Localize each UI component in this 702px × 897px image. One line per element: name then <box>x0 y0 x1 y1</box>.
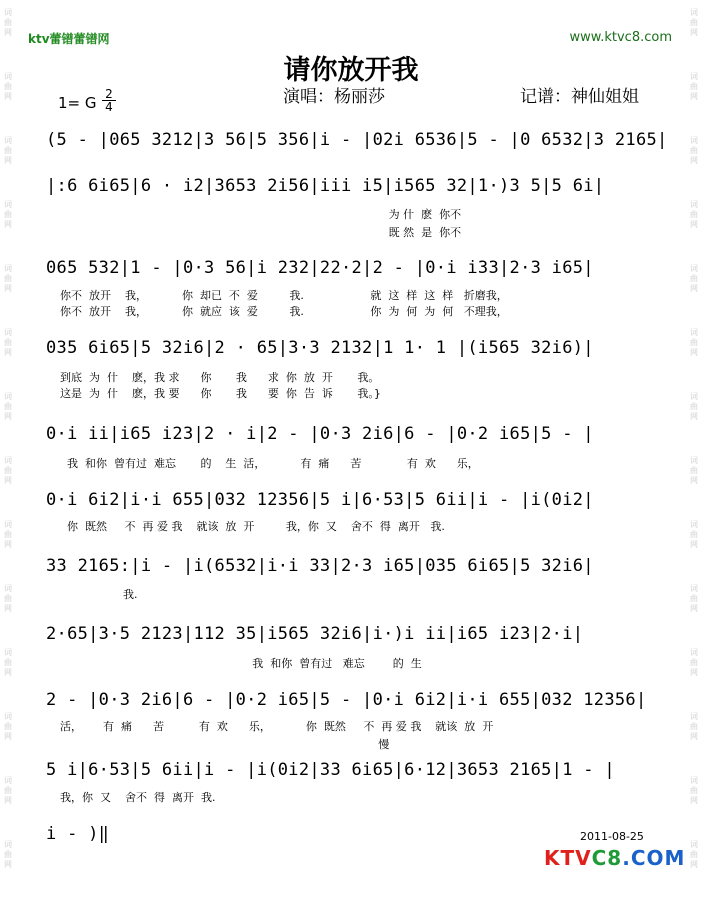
watermark-text: 词 曲 网 <box>4 200 12 229</box>
logo-part-ktv: KTV <box>544 846 592 870</box>
lyric-line: 你不 放开 我， 你 就应 该 爱 我. 你 为 何 为 何 不理我， <box>60 305 508 318</box>
notator-credit: 记谱：神仙姐姐 <box>520 87 639 107</box>
watermark-text: 词 曲 网 <box>4 712 12 741</box>
watermark-text: 词 曲 网 <box>690 840 698 869</box>
watermark-text: 词 曲 网 <box>4 264 12 293</box>
notation-date: 2011-08-25 <box>580 830 644 843</box>
ktvc8-logo[interactable] <box>544 846 685 870</box>
score-line-5: 0·i ii|i65 i23|2 · i|2 - |0·3 2i6|6 - |0·2 i65|5 - | <box>46 424 594 444</box>
lyric-line: 这是 为 什 麽，我 要 你 我 要 你 告 诉 我。} <box>60 387 381 400</box>
watermark-text: 词 曲 网 <box>690 136 698 165</box>
watermark-text: 词 曲 网 <box>4 136 12 165</box>
lyric-line: 为 什 麽 你不 <box>60 208 462 221</box>
score-line-4: 035 6i65|5 32i6|2 · 65|3·3 2132|1 1· 1 |(i565 32i6)| <box>46 338 594 358</box>
watermark-text: 词 曲 网 <box>690 328 698 357</box>
lyric-line: 慢 <box>60 738 390 751</box>
score-line-1: (5 - |065 3212|3 56|5 356|i - |02i 6536|5 - |0 6532|3 2165| <box>46 130 668 150</box>
lyric-line: 我. <box>60 588 138 601</box>
watermark-text: 词 曲 网 <box>4 456 12 485</box>
meter-top: 2 <box>105 87 113 101</box>
key-signature: 1= G <box>58 94 97 112</box>
watermark-text: 词 曲 网 <box>690 712 698 741</box>
site-label-left: ktv蕾镨蕾镨网 <box>28 32 110 46</box>
watermark-text: 词 曲 网 <box>690 392 698 421</box>
logo-part-c8: C8 <box>591 846 623 870</box>
watermark-text: 词 曲 网 <box>690 200 698 229</box>
right-watermark-column <box>686 0 702 897</box>
left-watermark-column <box>0 0 16 897</box>
score-line-2: |:6 6i65|6 · i2|3653 2i56|iii i5|i565 32|1·)3 5|5 6i| <box>46 176 605 196</box>
watermark-text: 词 曲 网 <box>690 776 698 805</box>
lyric-line: 我，你 又 舍不 得 离开 我. <box>60 791 216 804</box>
lyric-line: 既 然 是 你不 <box>60 226 462 239</box>
score-line-6: 0·i 6i2|i·i 655|032 12356|5 i|6·53|5 6ii|i - |i(0i2| <box>46 490 594 510</box>
watermark-text: 词 曲 网 <box>690 456 698 485</box>
score-line-7: 33 2165:|i - |i(6532|i·i 33|2·3 i65|035 6i65|5 32i6| <box>46 556 594 576</box>
meter-bottom: 4 <box>102 100 116 113</box>
watermark-text: 词 曲 网 <box>690 584 698 613</box>
lyric-line: 我 和你 曾有过 难忘 的 生 活， 有 痛 苦 有 欢 乐， <box>60 457 479 470</box>
watermark-text: 词 曲 网 <box>690 8 698 37</box>
lyric-line: 我 和你 曾有过 难忘 的 生 <box>60 657 422 670</box>
watermark-text: 词 曲 网 <box>4 840 12 869</box>
watermark-text: 词 曲 网 <box>4 72 12 101</box>
watermark-text: 词 曲 网 <box>4 328 12 357</box>
score-line-3: 065 532|1 - |0·3 56|i 232|22·2|2 - |0·i i33|2·3 i65| <box>46 258 594 278</box>
lyric-line: 到底 为 什 麽，我 求 你 我 求 你 放 开 我。 <box>60 371 380 384</box>
watermark-text: 词 曲 网 <box>4 520 12 549</box>
watermark-text: 词 曲 网 <box>4 8 12 37</box>
watermark-text: 词 曲 网 <box>4 776 12 805</box>
watermark-text: 词 曲 网 <box>690 72 698 101</box>
lyric-line: 你 既然 不 再 爱 我 就该 放 开 我，你 又 舍不 得 离开 我. <box>60 520 445 533</box>
watermark-text: 词 曲 网 <box>4 584 12 613</box>
score-line-11: i - )‖ <box>46 824 110 844</box>
time-signature <box>102 88 116 113</box>
watermark-text: 词 曲 网 <box>4 648 12 677</box>
watermark-text: 词 曲 网 <box>4 392 12 421</box>
watermark-text: 词 曲 网 <box>690 520 698 549</box>
site-url-right[interactable]: www.ktvc8.com <box>569 30 672 45</box>
score-line-10: 5 i|6·53|5 6ii|i - |i(0i2|33 6i65|6·12|3653 2165|1 - | <box>46 760 615 780</box>
score-line-8: 2·65|3·5 2123|112 35|i565 32i6|i·)i ii|i65 i23|2·i| <box>46 624 584 644</box>
score-line-9: 2 - |0·3 2i6|6 - |0·2 i65|5 - |0·i 6i2|i·i 655|032 12356| <box>46 690 647 710</box>
song-title: 请你放开我 <box>283 55 419 86</box>
logo-part-com: .COM <box>622 846 686 870</box>
watermark-text: 词 曲 网 <box>690 264 698 293</box>
lyric-line: 活， 有 痛 苦 有 欢 乐， 你 既然 不 再 爱 我 就该 放 开 <box>60 720 494 733</box>
singer-credit: 演唱：杨丽莎 <box>283 87 385 107</box>
watermark-text: 词 曲 网 <box>690 648 698 677</box>
lyric-line: 你不 放开 我， 你 却已 不 爱 我. 就 这 样 这 样 折磨我， <box>60 289 508 302</box>
